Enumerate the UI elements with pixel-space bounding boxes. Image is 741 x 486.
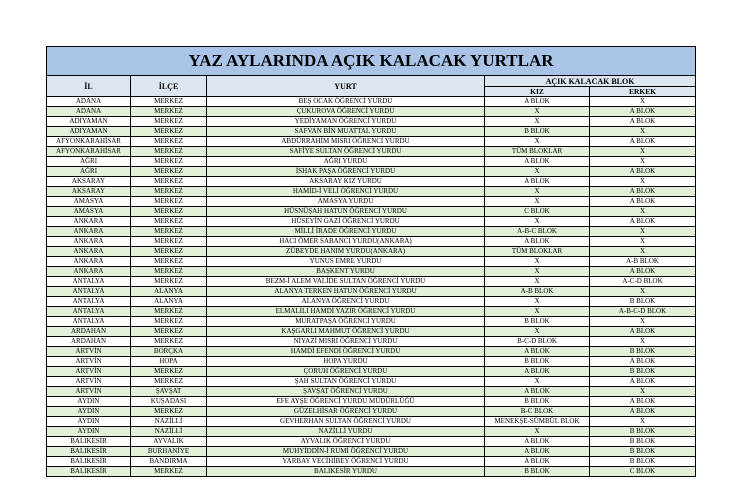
cell-erkek: X (590, 317, 696, 327)
cell-erkek: A BLOK (590, 197, 696, 207)
cell-il: ANKARA (47, 247, 131, 257)
cell-il: AYDIN (47, 427, 131, 437)
cell-yurt: AĞRI YURDU (207, 157, 485, 167)
cell-yurt: AYVALIK ÖĞRENCİ YURDU (207, 437, 485, 447)
table-row (47, 227, 696, 237)
cell-kiz: X (485, 187, 590, 197)
cell-il: ANKARA (47, 257, 131, 267)
cell-yurt: HÜSEYİN GAZİ ÖĞRENCİ YURDU (207, 217, 485, 227)
cell-yurt: HAMDİ EFENDİ ÖĞRENCİ YURDU (207, 347, 485, 357)
cell-erkek: X (590, 147, 696, 157)
cell-ilce: MERKEZ (131, 137, 207, 147)
cell-il: AKSARAY (47, 177, 131, 187)
cell-kiz: A BLOK (485, 347, 590, 357)
cell-kiz: A BLOK (485, 437, 590, 447)
cell-ilce: MERKEZ (131, 157, 207, 167)
cell-kiz: B BLOK (485, 467, 590, 477)
cell-yurt: MİLLİ İRADE ÖĞRENCİ YURDU (207, 227, 485, 237)
cell-yurt: MUHYİDDİN-İ RUMİ ÖĞRENCİ YURDU (207, 447, 485, 457)
cell-kiz: B BLOK (485, 127, 590, 137)
cell-kiz: A BLOK (485, 237, 590, 247)
cell-erkek: X (590, 127, 696, 137)
table-row (47, 417, 696, 427)
cell-kiz: X (485, 327, 590, 337)
cell-erkek: X (590, 97, 696, 107)
cell-kiz: A BLOK (485, 177, 590, 187)
table-row (47, 457, 696, 467)
cell-il: ADANA (47, 97, 131, 107)
table-row (47, 277, 696, 287)
cell-yurt: HÜSNÜŞAH HATUN ÖĞRENCİ YURDU (207, 207, 485, 217)
header-kiz: KIZ (485, 87, 590, 97)
table-row (47, 157, 696, 167)
cell-il: AĞRI (47, 167, 131, 177)
cell-kiz: A BLOK (485, 97, 590, 107)
cell-kiz: A BLOK (485, 367, 590, 377)
cell-yurt: İSHAK PAŞA ÖĞRENCİ YURDU (207, 167, 485, 177)
cell-kiz: A BLOK (485, 157, 590, 167)
cell-ilce: MERKEZ (131, 107, 207, 117)
cell-erkek: X (590, 177, 696, 187)
cell-erkek: B BLOK (590, 367, 696, 377)
cell-ilce: MERKEZ (131, 367, 207, 377)
cell-yurt: SAFVAN BİN MUATTAL YURDU (207, 127, 485, 137)
table-row (47, 347, 696, 357)
cell-erkek: X (590, 227, 696, 237)
cell-il: ADIYAMAN (47, 127, 131, 137)
cell-erkek: B BLOK (590, 437, 696, 447)
table-row (47, 267, 696, 277)
cell-ilce: BURHANİYE (131, 447, 207, 457)
cell-il: ARTVİN (47, 387, 131, 397)
cell-yurt: HACI ÖMER SABANCI YURDU(ANKARA) (207, 237, 485, 247)
cell-ilce: ALANYA (131, 287, 207, 297)
header-acik-blok: AÇIK KALACAK BLOK (485, 76, 696, 87)
cell-yurt: AMASYA YURDU (207, 197, 485, 207)
cell-erkek: A BLOK (590, 267, 696, 277)
cell-il: BALIKESİR (47, 447, 131, 457)
cell-il: AYDIN (47, 397, 131, 407)
table-row (47, 217, 696, 227)
cell-erkek: X (590, 417, 696, 427)
table-row (47, 467, 696, 477)
cell-yurt: EFE AYŞE ÖĞRENCİ YURDU MÜDÜRLÜĞÜ (207, 397, 485, 407)
cell-kiz: B BLOK (485, 357, 590, 367)
cell-kiz: X (485, 117, 590, 127)
cell-il: ARDAHAN (47, 327, 131, 337)
cell-kiz: TÜM BLOKLAR (485, 147, 590, 157)
cell-erkek: A-C-D BLOK (590, 277, 696, 287)
table-row (47, 307, 696, 317)
cell-il: ANTALYA (47, 297, 131, 307)
cell-kiz: X (485, 377, 590, 387)
cell-il: ANTALYA (47, 307, 131, 317)
cell-ilce: MERKEZ (131, 237, 207, 247)
header-erkek: ERKEK (590, 87, 696, 97)
table-row (47, 337, 696, 347)
cell-ilce: MERKEZ (131, 167, 207, 177)
cell-ilce: MERKEZ (131, 207, 207, 217)
cell-ilce: MERKEZ (131, 147, 207, 157)
cell-kiz: C BLOK (485, 207, 590, 217)
cell-erkek: A BLOK (590, 107, 696, 117)
cell-yurt: ŞAH SULTAN ÖĞRENCİ YURDU (207, 377, 485, 387)
cell-yurt: HAMİD-İ VELİ ÖĞRENCİ YURDU (207, 187, 485, 197)
cell-ilce: MERKEZ (131, 187, 207, 197)
cell-il: BALIKESİR (47, 437, 131, 447)
page-title: YAZ AYLARINDA AÇIK KALACAK YURTLAR (47, 47, 696, 76)
cell-yurt: ÇUKUROVA ÖĞRENCİ YURDU (207, 107, 485, 117)
cell-ilce: NAZİLLİ (131, 417, 207, 427)
cell-kiz: X (485, 307, 590, 317)
dormitory-table (46, 46, 696, 477)
cell-ilce: MERKEZ (131, 307, 207, 317)
cell-ilce: MERKEZ (131, 97, 207, 107)
table-body (47, 97, 696, 477)
table-row (47, 297, 696, 307)
cell-kiz: X (485, 277, 590, 287)
cell-il: ANKARA (47, 237, 131, 247)
cell-il: ARTVİN (47, 367, 131, 377)
cell-erkek: X (590, 157, 696, 167)
table-row (47, 287, 696, 297)
cell-kiz: X (485, 137, 590, 147)
cell-ilce: MERKEZ (131, 177, 207, 187)
cell-yurt: BEZM-İ ALEM VALİDE SULTAN ÖĞRENCİ YURDU (207, 277, 485, 287)
cell-kiz: X (485, 427, 590, 437)
cell-kiz: A BLOK (485, 457, 590, 467)
cell-ilce: MERKEZ (131, 327, 207, 337)
cell-erkek: X (590, 207, 696, 217)
cell-erkek: A BLOK (590, 397, 696, 407)
cell-kiz: A BLOK (485, 387, 590, 397)
cell-erkek: A BLOK (590, 137, 696, 147)
table-row (47, 367, 696, 377)
cell-ilce: MERKEZ (131, 467, 207, 477)
cell-yurt: ZÜBEYDE HANIM YURDU(ANKARA) (207, 247, 485, 257)
cell-ilce: MERKEZ (131, 337, 207, 347)
cell-erkek: X (590, 247, 696, 257)
cell-erkek: B BLOK (590, 297, 696, 307)
cell-erkek: B BLOK (590, 457, 696, 467)
header-yurt: YURT (207, 76, 485, 97)
table-row (47, 377, 696, 387)
cell-erkek: B BLOK (590, 447, 696, 457)
cell-kiz: B-C BLOK (485, 407, 590, 417)
cell-yurt: YEDİYAMAN ÖĞRENCİ YURDU (207, 117, 485, 127)
cell-il: ARTVİN (47, 347, 131, 357)
cell-ilce: MERKEZ (131, 257, 207, 267)
cell-kiz: A-B-C BLOK (485, 227, 590, 237)
cell-yurt: MURATPAŞA ÖĞRENCİ YURDU (207, 317, 485, 327)
table-row (47, 117, 696, 127)
cell-il: BALIKESİR (47, 457, 131, 467)
cell-yurt: ABDÜRRAHİM MISRI ÖĞRENCİ YURDU (207, 137, 485, 147)
cell-il: ADIYAMAN (47, 117, 131, 127)
cell-ilce: HOPA (131, 357, 207, 367)
cell-yurt: KAŞGARLI MAHMUT ÖĞRENCİ YURDU (207, 327, 485, 337)
cell-il: ANTALYA (47, 287, 131, 297)
cell-ilce: AYVALIK (131, 437, 207, 447)
table-row (47, 387, 696, 397)
cell-kiz: X (485, 297, 590, 307)
cell-il: AFYONKARAHİSAR (47, 137, 131, 147)
cell-ilce: MERKEZ (131, 197, 207, 207)
table-row (47, 437, 696, 447)
cell-erkek: X (590, 237, 696, 247)
cell-erkek: A BLOK (590, 357, 696, 367)
table-row (47, 327, 696, 337)
cell-ilce: NAZİLLİ (131, 427, 207, 437)
cell-il: ANKARA (47, 227, 131, 237)
cell-ilce: ALANYA (131, 297, 207, 307)
table-row (47, 237, 696, 247)
cell-yurt: GÜZELHİSAR ÖĞRENCİ YURDU (207, 407, 485, 417)
cell-ilce: MERKEZ (131, 317, 207, 327)
cell-il: AKSARAY (47, 187, 131, 197)
table-row (47, 407, 696, 417)
table-row (47, 147, 696, 157)
cell-yurt: ÇORUH ÖĞRENCİ YURDU (207, 367, 485, 377)
cell-yurt: GEVHERHAN SULTAN ÖĞRENCİ YURDU (207, 417, 485, 427)
cell-yurt: ALANYA TERKEN HATUN ÖĞRENCİ YURDU (207, 287, 485, 297)
cell-ilce: BANDIRMA (131, 457, 207, 467)
cell-kiz: B BLOK (485, 317, 590, 327)
cell-kiz: X (485, 197, 590, 207)
cell-il: ARDAHAN (47, 337, 131, 347)
cell-yurt: ELMALILI HAMDİ YAZIR ÖĞRENCİ YURDU (207, 307, 485, 317)
cell-kiz: MENEKŞE-SÜMBÜL BLOK (485, 417, 590, 427)
cell-ilce: MERKEZ (131, 117, 207, 127)
cell-yurt: NİYAZİ MISRI ÖĞRENCİ YURDU (207, 337, 485, 347)
cell-erkek: C BLOK (590, 467, 696, 477)
table-row (47, 427, 696, 437)
table-row (47, 317, 696, 327)
table-row (47, 357, 696, 367)
cell-il: ANKARA (47, 217, 131, 227)
cell-ilce: ŞAVŞAT (131, 387, 207, 397)
cell-kiz: X (485, 267, 590, 277)
cell-kiz: A-B BLOK (485, 287, 590, 297)
table-row (47, 107, 696, 117)
cell-erkek: B BLOK (590, 427, 696, 437)
table-row (47, 167, 696, 177)
cell-il: ADANA (47, 107, 131, 117)
cell-il: AYDIN (47, 407, 131, 417)
table-row (47, 397, 696, 407)
table-row (47, 137, 696, 147)
cell-il: BALIKESİR (47, 467, 131, 477)
cell-ilce: MERKEZ (131, 407, 207, 417)
cell-erkek: A BLOK (590, 217, 696, 227)
cell-yurt: BAŞKENT YURDU (207, 267, 485, 277)
cell-il: ARTVİN (47, 357, 131, 367)
table-row (47, 177, 696, 187)
cell-yurt: BALIKESİR YURDU (207, 467, 485, 477)
cell-kiz: B BLOK (485, 397, 590, 407)
cell-erkek: A-B BLOK (590, 257, 696, 267)
cell-yurt: ŞAVŞAT ÖĞRENCİ YURDU (207, 387, 485, 397)
cell-yurt: YARBAY VECİHİBEY ÖĞRENCİ YURDU (207, 457, 485, 467)
table-row (47, 207, 696, 217)
cell-erkek: X (590, 387, 696, 397)
table-row (47, 257, 696, 267)
cell-il: ARTVİN (47, 377, 131, 387)
cell-erkek: X (590, 337, 696, 347)
cell-il: ANTALYA (47, 317, 131, 327)
cell-ilce: MERKEZ (131, 227, 207, 237)
cell-il: AYDIN (47, 417, 131, 427)
header-il: İL (47, 76, 131, 97)
cell-ilce: MERKEZ (131, 267, 207, 277)
cell-erkek: A BLOK (590, 407, 696, 417)
header-ilce: İLÇE (131, 76, 207, 97)
table-row (47, 127, 696, 137)
cell-yurt: BEŞ OCAK ÖĞRENCİ YURDU (207, 97, 485, 107)
cell-kiz: A BLOK (485, 447, 590, 457)
cell-ilce: MERKEZ (131, 277, 207, 287)
cell-erkek: A BLOK (590, 117, 696, 127)
cell-yurt: HOPA YURDU (207, 357, 485, 367)
cell-ilce: MERKEZ (131, 247, 207, 257)
cell-erkek: A BLOK (590, 377, 696, 387)
table-row (47, 187, 696, 197)
cell-yurt: NAZİLLİ YURDU (207, 427, 485, 437)
table-row (47, 197, 696, 207)
cell-il: AMASYA (47, 197, 131, 207)
cell-yurt: AKSARAY KIZ YURDU (207, 177, 485, 187)
cell-erkek: A-B-C-D BLOK (590, 307, 696, 317)
cell-yurt: SAFİYE SULTAN ÖĞRENCİ YURDU (207, 147, 485, 157)
cell-il: ANKARA (47, 267, 131, 277)
cell-ilce: BORÇKA (131, 347, 207, 357)
cell-il: AĞRI (47, 157, 131, 167)
cell-erkek: A BLOK (590, 167, 696, 177)
cell-kiz: B-C-D BLOK (485, 337, 590, 347)
table-row (47, 247, 696, 257)
cell-ilce: MERKEZ (131, 217, 207, 227)
cell-kiz: X (485, 107, 590, 117)
cell-yurt: YUNUS EMRE YURDU (207, 257, 485, 267)
cell-ilce: MERKEZ (131, 377, 207, 387)
cell-kiz: X (485, 257, 590, 267)
cell-erkek: X (590, 287, 696, 297)
cell-erkek: B BLOK (590, 347, 696, 357)
cell-erkek: A BLOK (590, 187, 696, 197)
cell-yurt: ALANYA ÖĞRENCİ YURDU (207, 297, 485, 307)
cell-il: ANTALYA (47, 277, 131, 287)
cell-ilce: KUŞADASI (131, 397, 207, 407)
cell-il: AMASYA (47, 207, 131, 217)
table-row (47, 97, 696, 107)
cell-kiz: X (485, 217, 590, 227)
cell-kiz: TÜM BLOKLAR (485, 247, 590, 257)
cell-erkek: A BLOK (590, 327, 696, 337)
cell-kiz: X (485, 167, 590, 177)
cell-il: AFYONKARAHİSAR (47, 147, 131, 157)
cell-ilce: MERKEZ (131, 127, 207, 137)
table-row (47, 447, 696, 457)
